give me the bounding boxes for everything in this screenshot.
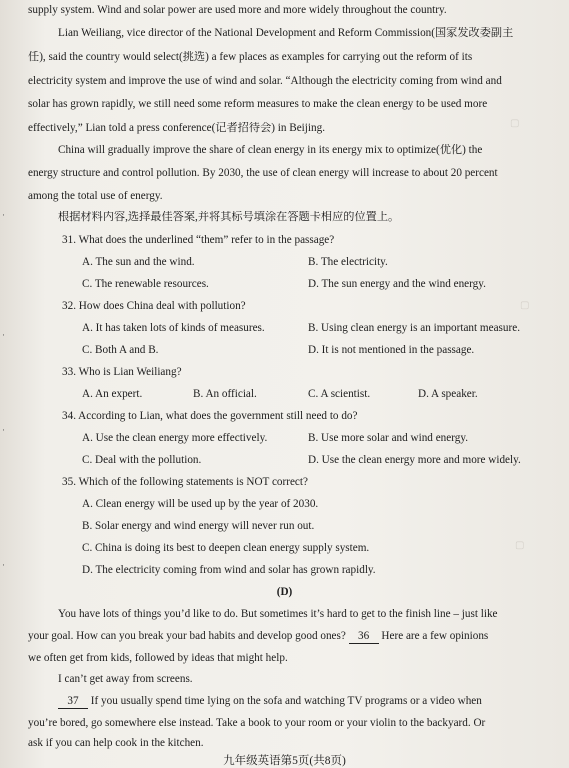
passage-line [28, 630, 555, 644]
option-d: D. The sun energy and the wind energy. [308, 278, 486, 290]
option-c: C. The renewable resources. [82, 278, 209, 290]
bleed-mark: ▢ [515, 540, 525, 551]
option-d: D. The electricity coming from wind and solar has grown rapidly. [82, 564, 376, 576]
question-stem: 35. Which of the following statements is NOT correct? [62, 476, 308, 488]
section-heading: (D) [276, 586, 293, 598]
passage-line: 任), said the country would select(挑选) a few places as examples for carrying out the reform of its [28, 51, 473, 63]
margin-mark: · [2, 210, 5, 220]
passage-line: solar has grown rapidly, we still need some reform measures to make the clean energy to be used more [28, 98, 488, 110]
passage-line [58, 695, 555, 709]
passage-line: ask if you can help cook in the kitchen. [28, 737, 204, 749]
option-b: B. Using clean energy is an important measure. [308, 322, 520, 334]
passage-text: If you usually spend time lying on the sofa and watching TV programs or a video when [90, 695, 482, 707]
question-stem: 34. According to Lian, what does the government still need to do? [62, 410, 358, 422]
option-b: B. Use more solar and wind energy. [308, 432, 469, 444]
answer-blank: 37 [58, 695, 88, 709]
passage-line: we often get from kids, followed by ideas that might help. [28, 652, 288, 664]
question-stem: 33. Who is Lian Weiliang? [62, 366, 182, 378]
margin-mark: · [2, 560, 5, 570]
margin-mark: · [2, 425, 5, 435]
option-a: A. The sun and the wind. [82, 256, 195, 268]
question-stem: 32. How does China deal with pollution? [62, 300, 246, 312]
passage-line: You have lots of things you’d like to do. But sometimes it’s hard to get to the finish line – just like [58, 608, 498, 620]
option-a: A. Clean energy will be used up by the year of 2030. [82, 498, 319, 510]
option-a: A. It has taken lots of kinds of measures. [82, 322, 265, 334]
option-d: D. A speaker. [418, 388, 478, 400]
passage-line: you’re bored, go somewhere else instead. Take a book to your room or your violin to the backyard. Or [28, 717, 486, 729]
instruction-text: 根据材料内容,选择最佳答案,并将其标号填涂在答题卡相应的位置上。 [58, 211, 400, 223]
passage-line: among the total use of energy. [28, 190, 163, 202]
option-d: D. It is not mentioned in the passage. [308, 344, 475, 356]
passage-line: effectively,” Lian told a press conference(记者招待会) in Beijing. [28, 122, 325, 134]
passage-text: your goal. How can you break your bad habits and develop good ones? [28, 630, 346, 642]
passage-line: Lian Weiliang, vice director of the National Development and Reform Commission(国家发改委副主 [58, 27, 514, 39]
bleed-mark: ▢ [520, 300, 530, 311]
page-footer: 九年级英语第5页(共8页) [223, 755, 346, 767]
option-b: B. Solar energy and wind energy will never run out. [82, 520, 315, 532]
passage-line: electricity system and improve the use of wind and solar. “Although the electricity coming from wind and [28, 75, 502, 87]
option-c: C. Both A and B. [82, 344, 159, 356]
passage-line: energy structure and control pollution. By 2030, the use of clean energy will increase to about 20 percent [28, 167, 498, 179]
option-a: A. Use the clean energy more effectively. [82, 432, 268, 444]
question-stem: 31. What does the underlined “them” refer to in the passage? [62, 234, 335, 246]
option-b: B. The electricity. [308, 256, 388, 268]
option-a: A. An expert. [82, 388, 143, 400]
passage-line: supply system. Wind and solar power are used more and more widely throughout the country. [28, 4, 447, 16]
passage-line: China will gradually improve the share of clean energy in its energy mix to optimize(优化) the [58, 144, 483, 156]
answer-blank: 36 [349, 630, 379, 644]
bleed-mark: ▢ [510, 118, 520, 129]
passage-text: Here are a few opinions [381, 630, 489, 642]
option-d: D. Use the clean energy more and more widely. [308, 454, 521, 466]
option-c: C. A scientist. [308, 388, 371, 400]
option-c: C. China is doing its best to deepen clean energy supply system. [82, 542, 370, 554]
subheading-text: I can’t get away from screens. [58, 673, 193, 685]
option-b: B. An official. [193, 388, 257, 400]
option-c: C. Deal with the pollution. [82, 454, 202, 466]
margin-mark: · [2, 330, 5, 340]
